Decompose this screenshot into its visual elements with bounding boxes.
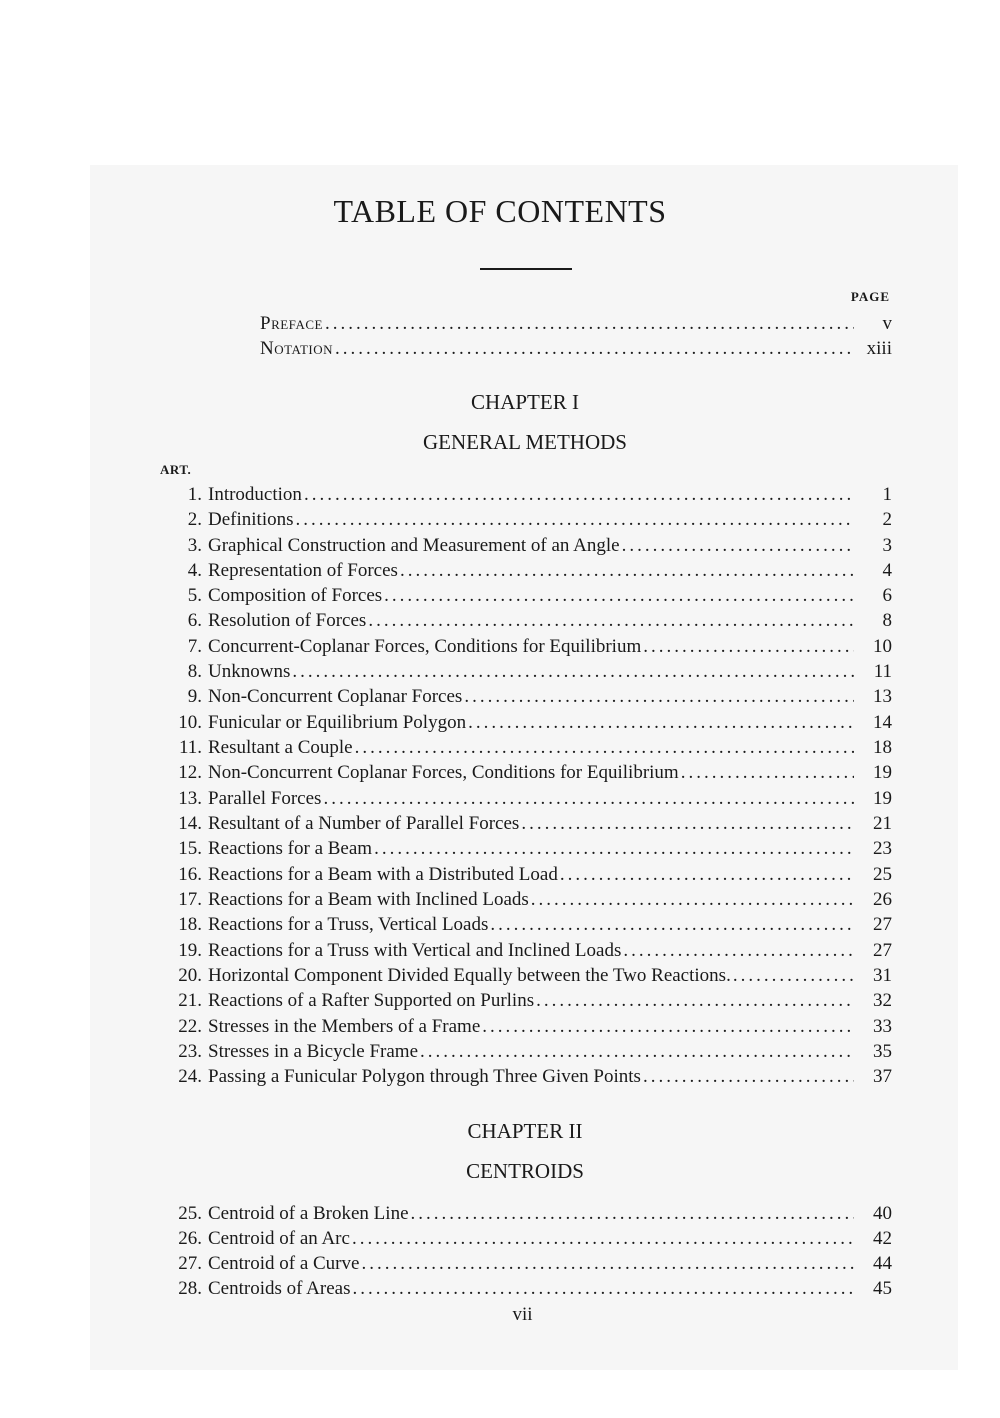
entry-label: Stresses in a Bicycle Frame	[208, 1041, 419, 1062]
leader-dots	[623, 938, 854, 963]
entry-number: 17.	[178, 889, 202, 910]
entry-number: 12.	[178, 762, 202, 783]
entry-page: 19	[873, 788, 892, 809]
leader-dots	[622, 533, 854, 558]
entry-label: Reactions for a Truss with Vertical and Inclined Loads	[208, 940, 622, 961]
entry-number: 26.	[178, 1228, 202, 1249]
entry-number: 7.	[187, 636, 202, 657]
entry-label: Resultant of a Number of Parallel Forces	[208, 813, 520, 834]
leader-dots	[361, 1251, 854, 1276]
entry-number: 5.	[187, 585, 202, 606]
entry-number: 6.	[187, 610, 202, 631]
entry-page: 6	[882, 585, 892, 606]
toc-entry[interactable]	[150, 659, 892, 684]
entry-label: Parallel Forces	[208, 788, 322, 809]
entry-label: Representation of Forces	[208, 560, 398, 581]
entry-label: Composition of Forces	[208, 585, 383, 606]
leader-dots	[296, 507, 855, 532]
leader-dots	[681, 760, 854, 785]
toc-entry[interactable]	[150, 634, 892, 659]
entry-number: 22.	[178, 1016, 202, 1037]
entry-number: 11.	[178, 737, 202, 758]
toc-entry[interactable]	[150, 760, 892, 785]
toc-entry[interactable]	[150, 1251, 892, 1276]
entry-page: 27	[873, 940, 892, 961]
entry-page: 35	[873, 1041, 892, 1062]
leader-dots	[643, 1064, 854, 1089]
leader-dots	[531, 887, 854, 912]
toc-entry[interactable]	[150, 912, 892, 937]
toc-entry[interactable]	[150, 533, 892, 558]
entry-label: Introduction	[208, 484, 302, 505]
leader-dots	[560, 862, 854, 887]
toc-entry[interactable]	[150, 887, 892, 912]
entry-page: 44	[873, 1253, 892, 1274]
toc-entry[interactable]	[150, 735, 892, 760]
toc-entry[interactable]	[150, 1014, 892, 1039]
leader-dots	[325, 311, 854, 336]
leader-dots	[335, 336, 854, 361]
entry-label: Resultant a Couple	[208, 737, 353, 758]
title-rule	[480, 268, 572, 270]
chapter-1-number: CHAPTER I	[471, 390, 579, 414]
entry-page: 2	[882, 509, 892, 530]
entry-label: Centroid of an Arc	[208, 1228, 350, 1249]
toc-entry[interactable]	[150, 1226, 892, 1251]
entry-number: 3.	[187, 535, 202, 556]
toc-entry[interactable]	[150, 583, 892, 608]
leader-dots	[352, 1226, 854, 1251]
toc-entry[interactable]	[150, 608, 892, 633]
leader-dots	[355, 735, 854, 760]
toc-entry[interactable]	[150, 988, 892, 1013]
entry-number: 21.	[178, 990, 202, 1011]
entry-label: Resolution of Forces	[208, 610, 367, 631]
entry-label: Concurrent-Coplanar Forces, Conditions for Equilibrium	[208, 636, 642, 657]
entry-page: 26	[873, 889, 892, 910]
entry-label: Centroids of Areas	[208, 1278, 351, 1299]
entry-number: 2.	[187, 509, 202, 530]
leader-dots	[464, 684, 854, 709]
page-title: TABLE OF CONTENTS	[333, 193, 667, 229]
entry-label: Centroid of a Broken Line	[208, 1203, 409, 1224]
leader-dots	[536, 988, 854, 1013]
entry-number: 14.	[178, 813, 202, 834]
entry-number: 1.	[187, 484, 202, 505]
entry-page: 42	[873, 1228, 892, 1249]
toc-entry[interactable]	[150, 811, 892, 836]
leader-dots	[400, 558, 854, 583]
toc-entry[interactable]	[150, 786, 892, 811]
entry-label: Reactions for a Beam with Inclined Loads	[208, 889, 529, 910]
leader-dots	[352, 1276, 854, 1301]
leader-dots	[323, 786, 854, 811]
leader-dots	[292, 659, 854, 684]
leader-dots	[643, 634, 854, 659]
entry-page: 18	[873, 737, 892, 758]
entry-number: 16.	[178, 864, 202, 885]
entry-number: 24.	[178, 1066, 202, 1087]
entry-label: Definitions	[208, 509, 294, 530]
entry-page: 1	[882, 484, 892, 505]
leader-dots	[374, 836, 854, 861]
entry-number: 28.	[178, 1278, 202, 1299]
entry-page: 32	[873, 990, 892, 1011]
entry-label: Non-Concurrent Coplanar Forces, Conditions for Equilibrium	[208, 762, 679, 783]
entry-number: 4.	[187, 560, 202, 581]
entry-label: Reactions for a Truss, Vertical Loads	[208, 914, 489, 935]
entry-page: 8	[882, 610, 892, 631]
entry-number: 9.	[187, 686, 202, 707]
entry-label: Non-Concurrent Coplanar Forces	[208, 686, 463, 707]
toc-entry[interactable]	[150, 684, 892, 709]
chapter-1-title: GENERAL METHODS	[423, 430, 627, 454]
entry-number: 13.	[178, 788, 202, 809]
entry-label: Reactions of a Rafter Supported on Purlins	[208, 990, 535, 1011]
chapter-2-title: CENTROIDS	[466, 1159, 584, 1183]
entry-page: 25	[873, 864, 892, 885]
entry-page: 27	[873, 914, 892, 935]
leader-dots	[733, 963, 854, 988]
entry-page: 40	[873, 1203, 892, 1224]
entry-page: xiii	[866, 338, 892, 359]
leader-dots	[411, 1201, 854, 1226]
entry-label: Stresses in the Members of a Frame	[208, 1016, 481, 1037]
entry-page: v	[882, 313, 892, 334]
entry-label: Graphical Construction and Measurement of an Angle	[208, 535, 620, 556]
entry-label: Reactions for a Beam with a Distributed Load	[208, 864, 558, 885]
toc-entry-preface[interactable]	[150, 311, 892, 336]
toc-entry[interactable]	[150, 1276, 892, 1301]
entry-number: 19.	[178, 940, 202, 961]
entry-page: 14	[873, 712, 892, 733]
entry-label: Funicular or Equilibrium Polygon	[208, 712, 467, 733]
entry-page: 3	[882, 535, 892, 556]
entry-page: 23	[873, 838, 892, 859]
entry-label: Notation	[260, 338, 334, 359]
leader-dots	[304, 482, 854, 507]
leader-dots	[468, 710, 854, 735]
entry-page: 33	[873, 1016, 892, 1037]
entry-label: Centroid of a Curve	[208, 1253, 360, 1274]
entry-number: 15.	[178, 838, 202, 859]
toc-entry[interactable]	[150, 862, 892, 887]
entry-label: Unknowns	[208, 661, 291, 682]
toc-entry[interactable]	[150, 507, 892, 532]
entry-page: 19	[873, 762, 892, 783]
leader-dots	[420, 1039, 854, 1064]
entry-page: 37	[873, 1066, 892, 1087]
entry-number: 23.	[178, 1041, 202, 1062]
leader-dots	[490, 912, 854, 937]
leader-dots	[482, 1014, 854, 1039]
leader-dots	[368, 608, 854, 633]
entry-page: 45	[873, 1278, 892, 1299]
toc-entry[interactable]	[150, 938, 892, 963]
entry-number: 25.	[178, 1203, 202, 1224]
entry-page: 21	[873, 813, 892, 834]
entry-number: 27.	[178, 1253, 202, 1274]
entry-label: Passing a Funicular Polygon through Three Given Points	[208, 1066, 641, 1087]
page-number-footer: vii	[512, 1304, 533, 1325]
entry-label: Horizontal Component Divided Equally between the Two Reactions.	[208, 965, 731, 986]
toc-entry-notation[interactable]	[150, 336, 892, 361]
entry-number: 8.	[187, 661, 202, 682]
article-column-header: ART.	[160, 462, 192, 477]
page-column-header: PAGE	[850, 289, 890, 304]
toc-entry[interactable]	[150, 1039, 892, 1064]
entry-page: 11	[873, 661, 892, 682]
toc-entry[interactable]	[150, 836, 892, 861]
entry-page: 10	[873, 636, 892, 657]
leader-dots	[521, 811, 854, 836]
entry-number: 10.	[178, 712, 202, 733]
toc-entry[interactable]	[150, 1064, 892, 1089]
chapter-2-number: CHAPTER II	[467, 1119, 583, 1143]
entry-label: Reactions for a Beam	[208, 838, 373, 859]
toc-entry[interactable]	[150, 1201, 892, 1226]
entry-page: 4	[882, 560, 892, 581]
toc-entry[interactable]	[150, 482, 892, 507]
entry-number: 20.	[178, 965, 202, 986]
entry-page: 13	[873, 686, 892, 707]
entry-label: Preface	[260, 313, 323, 334]
toc-entry[interactable]	[150, 710, 892, 735]
entry-number: 18.	[178, 914, 202, 935]
toc-entry[interactable]	[150, 963, 892, 988]
toc-entry[interactable]	[150, 558, 892, 583]
leader-dots	[384, 583, 854, 608]
entry-page: 31	[873, 965, 892, 986]
